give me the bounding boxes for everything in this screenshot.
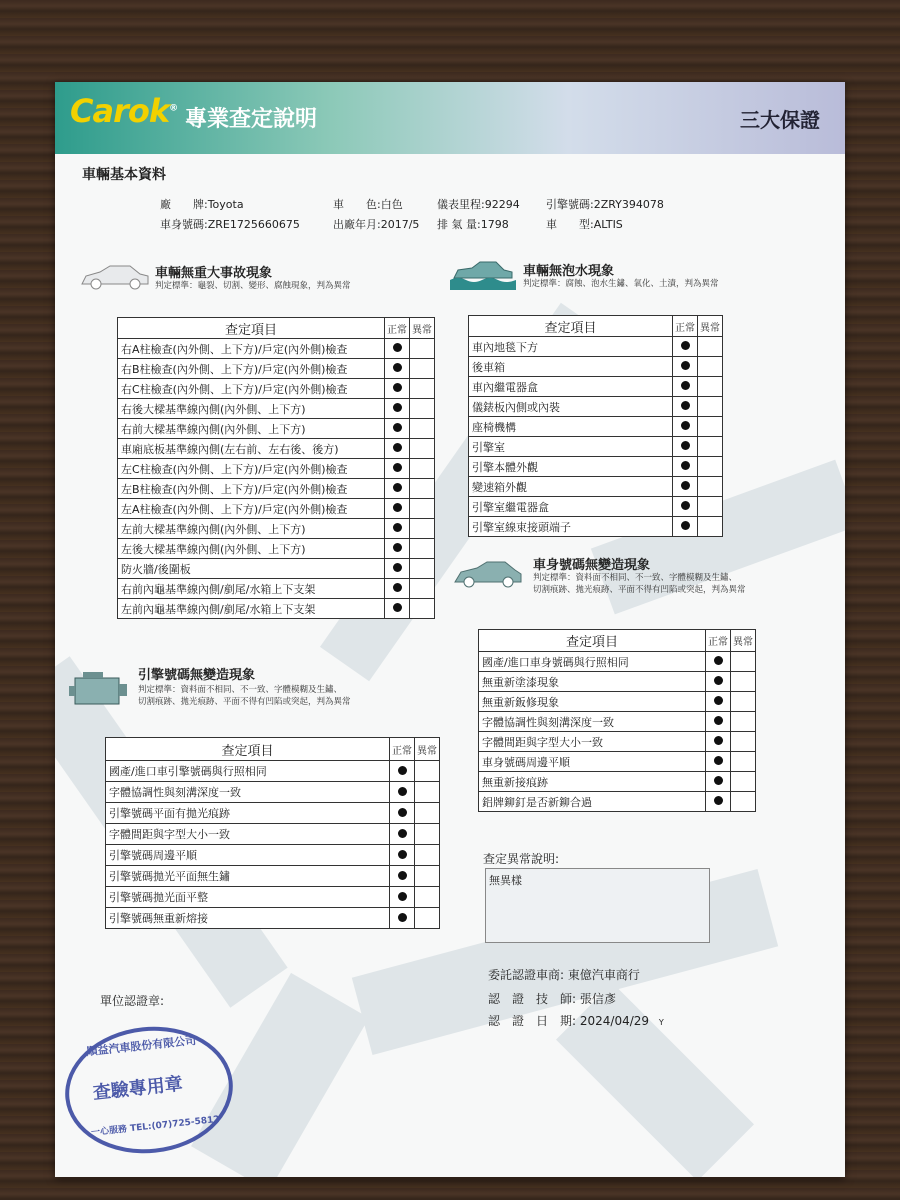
abnormal-cell (731, 792, 756, 812)
table-row (106, 866, 440, 887)
check-item: 引擎本體外觀 (469, 457, 673, 477)
normal-mark-icon (385, 519, 410, 539)
check-item: 引擎室線束接頭端子 (469, 517, 673, 537)
table-row (118, 399, 435, 419)
abnormal-cell (415, 803, 440, 824)
engine-no-field: 引擎號碼:2ZRY394078 (546, 198, 664, 211)
table-row (106, 761, 440, 782)
table-row (118, 419, 435, 439)
abnormal-cell (731, 752, 756, 772)
engine-criteria-2: 切割痕跡、拋光痕跡、平面不得有凹陷或突起，判為異常 (138, 697, 351, 707)
abnormal-cell (731, 732, 756, 752)
check-item: 國產/進口車身號碼與行照相同 (479, 652, 706, 672)
normal-mark-icon (706, 672, 731, 692)
column-header: 查定項目 (479, 630, 706, 652)
abnormal-cell (410, 459, 435, 479)
table-row (118, 439, 435, 459)
check-item: 無重新接痕跡 (479, 772, 706, 792)
abnormal-cell (415, 761, 440, 782)
page-title: 專業查定說明 (185, 107, 318, 132)
abnormal-cell (731, 652, 756, 672)
unit-stamp-label: 單位認證章: (100, 994, 165, 1008)
normal-mark-icon (673, 357, 698, 377)
check-item: 變速箱外觀 (469, 477, 673, 497)
table-row (106, 887, 440, 908)
engine-icon (67, 672, 129, 708)
table-row (118, 459, 435, 479)
check-item: 車內繼電器盒 (469, 377, 673, 397)
check-item: 左前內龜基準線內側/剷尾/水箱上下支架 (118, 599, 385, 619)
color-field: 車 色:白色 (333, 198, 403, 211)
table-row (479, 712, 756, 732)
check-item: 引擎號碼周邊平順 (106, 845, 390, 866)
inspection-sheet (55, 82, 845, 1177)
abnormal-cell (698, 457, 723, 477)
normal-mark-icon (385, 399, 410, 419)
normal-mark-icon (385, 459, 410, 479)
check-item: 引擎室 (469, 437, 673, 457)
column-header: 異常 (731, 630, 756, 652)
date-field: 認 證 日 期: 2024/04/29 Y (488, 1014, 664, 1028)
column-header: 異常 (698, 316, 723, 337)
normal-mark-icon (385, 359, 410, 379)
abnormal-cell (698, 477, 723, 497)
table-row (469, 337, 723, 357)
check-item: 引擎號碼平面有拋光痕跡 (106, 803, 390, 824)
normal-mark-icon (706, 752, 731, 772)
check-item: 字體協調性與刻溝深度一致 (479, 712, 706, 732)
check-item: 右C柱檢查(內外側、上下方)/戶定(內外側)檢查 (118, 379, 385, 399)
flood-heading: 車輛無泡水現象 (523, 264, 615, 279)
check-item: 引擎室繼電器盒 (469, 497, 673, 517)
stamp-phone: 一心服務 TEL:(07)725-5812 (90, 1114, 221, 1139)
table-row (469, 377, 723, 397)
table-row (479, 732, 756, 752)
normal-mark-icon (390, 887, 415, 908)
accident-heading: 車輛無重大事故現象 (155, 266, 273, 281)
normal-mark-icon (390, 782, 415, 803)
column-header: 正常 (385, 318, 410, 339)
header-band (55, 82, 845, 154)
abnormal-cell (698, 417, 723, 437)
normal-mark-icon (706, 692, 731, 712)
normal-mark-icon (673, 457, 698, 477)
normal-mark-icon (706, 792, 731, 812)
abnormal-cell (415, 866, 440, 887)
mfg-date-field: 出廠年月:2017/5 (333, 218, 420, 231)
table-row (469, 457, 723, 477)
abnormal-cell (410, 339, 435, 359)
abnormal-cell (698, 397, 723, 417)
guarantee-label: 三大保證 (740, 108, 820, 132)
normal-mark-icon (385, 479, 410, 499)
table-row (479, 652, 756, 672)
normal-mark-icon (390, 761, 415, 782)
check-item: 車內地毯下方 (469, 337, 673, 357)
column-header: 查定項目 (106, 738, 390, 761)
brand-field: 廠 牌:Toyota (160, 198, 244, 211)
abnormal-cell (410, 499, 435, 519)
table-row (469, 437, 723, 457)
engine-table (105, 737, 440, 929)
normal-mark-icon (673, 377, 698, 397)
table-row (118, 539, 435, 559)
engine-criteria-1: 判定標準：資料面不相同、不一致、字體模糊及生鏽、 (138, 685, 343, 695)
abnormal-cell (410, 399, 435, 419)
normal-mark-icon (385, 499, 410, 519)
mileage-field: 儀表里程:92294 (437, 198, 520, 211)
check-item: 引擎號碼拋光面平整 (106, 887, 390, 908)
abnormal-cell (698, 517, 723, 537)
normal-mark-icon (706, 652, 731, 672)
normal-mark-icon (385, 579, 410, 599)
check-item: 防火牆/後圍板 (118, 559, 385, 579)
table-row (106, 803, 440, 824)
table-header-row (469, 316, 723, 337)
normal-mark-icon (673, 417, 698, 437)
table-row (469, 517, 723, 537)
normal-mark-icon (390, 824, 415, 845)
check-item: 右後大樑基準線內側(內外側、上下方) (118, 399, 385, 419)
table-row (106, 782, 440, 803)
table-row (479, 672, 756, 692)
normal-mark-icon (390, 908, 415, 929)
carok-logo: Carok® (70, 92, 178, 130)
check-item: 無重新塗漆現象 (479, 672, 706, 692)
check-item: 儀錶板內側或內裝 (469, 397, 673, 417)
abnormal-cell (731, 692, 756, 712)
column-header: 異常 (410, 318, 435, 339)
body-vin-criteria-2: 切割痕跡、拋光痕跡、平面不得有凹陷或突起，判為異常 (533, 585, 746, 595)
abnormal-cell (410, 559, 435, 579)
check-item: 左C柱檢查(內外側、上下方)/戶定(內外側)檢查 (118, 459, 385, 479)
check-item: 國產/進口車引擎號碼與行照相同 (106, 761, 390, 782)
check-item: 字體間距與字型大小一致 (106, 824, 390, 845)
column-header: 正常 (706, 630, 731, 652)
table-row (118, 499, 435, 519)
column-header: 查定項目 (118, 318, 385, 339)
table-row (479, 772, 756, 792)
table-header-row (106, 738, 440, 761)
check-item: 右前內龜基準線內側/剷尾/水箱上下支架 (118, 579, 385, 599)
abnormal-cell (698, 437, 723, 457)
body-vin-heading: 車身號碼無變造現象 (533, 558, 651, 573)
check-item: 後車箱 (469, 357, 673, 377)
technician-field: 認 證 技 師: 張信彥 (488, 992, 616, 1006)
model-field: 車 型:ALTIS (546, 218, 623, 231)
stamp-center: 查驗專用章 (91, 1073, 184, 1104)
normal-mark-icon (673, 497, 698, 517)
table-row (469, 357, 723, 377)
table-row (479, 752, 756, 772)
normal-mark-icon (385, 419, 410, 439)
column-header: 正常 (390, 738, 415, 761)
abnormal-cell (415, 887, 440, 908)
table-header-row (479, 630, 756, 652)
table-row (479, 692, 756, 712)
check-item: 字體協調性與刻溝深度一致 (106, 782, 390, 803)
check-item: 引擎號碼拋光平面無生鏽 (106, 866, 390, 887)
normal-mark-icon (385, 379, 410, 399)
normal-mark-icon (706, 772, 731, 792)
normal-mark-icon (390, 866, 415, 887)
date-mark: Y (658, 1018, 664, 1027)
normal-mark-icon (385, 599, 410, 619)
flooded-car-icon (450, 260, 516, 290)
table-row (118, 599, 435, 619)
flood-criteria: 判定標準：腐蝕、泡水生鏽、氧化、土漬，判為異常 (523, 279, 719, 289)
abnormal-cell (410, 539, 435, 559)
abnormal-box: 無異樣 (485, 868, 710, 943)
column-header: 查定項目 (469, 316, 673, 337)
dealer-field: 委託認證車商: 東億汽車商行 (488, 968, 640, 982)
sedan-icon (80, 262, 150, 290)
abnormal-cell (410, 599, 435, 619)
table-row (118, 359, 435, 379)
accident-criteria: 判定標準：龜裂、切割、變形、腐蝕現象，判為異常 (155, 281, 351, 291)
abnormal-cell (731, 672, 756, 692)
abnormal-cell (731, 712, 756, 732)
abnormal-cell (415, 845, 440, 866)
body-vin-criteria-1: 判定標準：資料面不相同、不一致、字體模糊及生鏽、 (533, 573, 738, 583)
table-header-row (118, 318, 435, 339)
abnormal-cell (410, 579, 435, 599)
table-row (469, 497, 723, 517)
check-item: 左前大樑基準線內側(內外側、上下方) (118, 519, 385, 539)
normal-mark-icon (390, 803, 415, 824)
check-item: 無重新鈑修現象 (479, 692, 706, 712)
table-row (106, 908, 440, 929)
normal-mark-icon (385, 559, 410, 579)
normal-mark-icon (385, 439, 410, 459)
stamp-company: 順益汽車股份有限公司 (85, 1033, 197, 1059)
normal-mark-icon (673, 397, 698, 417)
normal-mark-icon (673, 337, 698, 357)
check-item: 右B柱檢查(內外側、上下方)/戶定(內外側)檢查 (118, 359, 385, 379)
car-body-icon (453, 560, 523, 590)
table-row (118, 559, 435, 579)
check-item: 車身號碼周邊平順 (479, 752, 706, 772)
check-item: 左B柱檢查(內外側、上下方)/戶定(內外側)檢查 (118, 479, 385, 499)
abnormal-cell (410, 419, 435, 439)
check-item: 右前大樑基準線內側(內外側、上下方) (118, 419, 385, 439)
body-no-field: 車身號碼:ZRE1725660675 (160, 218, 300, 231)
engine-heading: 引擎號碼無變造現象 (138, 668, 256, 683)
abnormal-cell (410, 379, 435, 399)
check-item: 鋁牌鉚釘是否新鉚合過 (479, 792, 706, 812)
abnormal-cell (698, 337, 723, 357)
check-item: 左A柱檢查(內外側、上下方)/戶定(內外側)檢查 (118, 499, 385, 519)
abnormal-cell (415, 824, 440, 845)
normal-mark-icon (673, 477, 698, 497)
abnormal-cell (698, 357, 723, 377)
check-item: 右A柱檢查(內外側、上下方)/戶定(內外側)檢查 (118, 339, 385, 359)
check-item: 左後大樑基準線內側(內外側、上下方) (118, 539, 385, 559)
abnormal-cell (415, 782, 440, 803)
normal-mark-icon (385, 539, 410, 559)
column-header: 正常 (673, 316, 698, 337)
table-row (469, 477, 723, 497)
abnormal-cell (698, 377, 723, 397)
normal-mark-icon (385, 339, 410, 359)
abnormal-label: 查定異常說明: (483, 852, 560, 866)
table-row (106, 824, 440, 845)
table-row (118, 479, 435, 499)
accident-table (117, 317, 435, 619)
table-row (118, 339, 435, 359)
flood-table (468, 315, 723, 537)
abnormal-cell (410, 479, 435, 499)
table-row (118, 379, 435, 399)
normal-mark-icon (706, 732, 731, 752)
basic-info-title: 車輛基本資料 (82, 167, 166, 183)
abnormal-cell (410, 519, 435, 539)
abnormal-cell (410, 439, 435, 459)
abnormal-cell (415, 908, 440, 929)
displacement-field: 排 氣 量:1798 (437, 218, 509, 231)
check-item: 車廂底板基準線內側(左右前、左右後、後方) (118, 439, 385, 459)
abnormal-cell (731, 772, 756, 792)
normal-mark-icon (673, 437, 698, 457)
abnormal-cell (410, 359, 435, 379)
table-row (469, 417, 723, 437)
table-row (106, 845, 440, 866)
table-row (118, 579, 435, 599)
column-header: 異常 (415, 738, 440, 761)
table-row (479, 792, 756, 812)
normal-mark-icon (706, 712, 731, 732)
table-row (469, 397, 723, 417)
check-item: 座椅機構 (469, 417, 673, 437)
check-item: 引擎號碼無重新熔接 (106, 908, 390, 929)
table-row (118, 519, 435, 539)
normal-mark-icon (673, 517, 698, 537)
abnormal-cell (698, 497, 723, 517)
normal-mark-icon (390, 845, 415, 866)
check-item: 字體間距與字型大小一致 (479, 732, 706, 752)
body-vin-table (478, 629, 756, 812)
